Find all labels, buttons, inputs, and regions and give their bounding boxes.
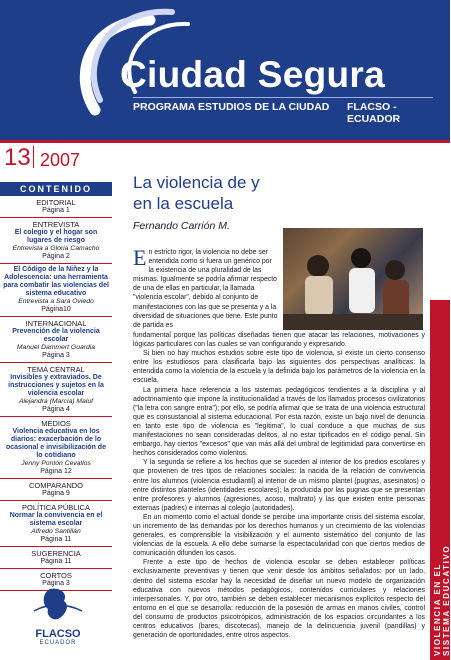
article-photo — [283, 228, 423, 330]
toc-category: ENTREVISTA — [32, 220, 80, 229]
program-name: PROGRAMA ESTUDIOS DE LA CIUDAD — [133, 101, 330, 113]
toc-category: EDITORIAL — [36, 198, 76, 207]
logo-name: FLACSO — [35, 628, 81, 640]
institution-name: FLACSO - ECUADOR — [347, 101, 401, 125]
toc-author: Entrevista a Gloria Camacho — [12, 245, 100, 252]
brand-title: Ciudad Segura — [120, 54, 385, 95]
toc-entry[interactable] — [0, 196, 112, 218]
toc-page: Página10 — [41, 306, 71, 313]
students-photo-icon — [283, 228, 423, 330]
toc-entry[interactable] — [0, 479, 112, 501]
section-band-line-1: VIOLENCIA EN EL — [433, 562, 442, 656]
toc-page: Página 3 — [42, 580, 70, 587]
toc-category: INTERNACIONAL — [25, 319, 87, 328]
intro-continuation: fundamental porque las políticas diseñadas tienen que atacar las relaciones, motivaciones y lógicas particulares con las cuales se van configurando y expresando. — [133, 332, 425, 349]
toc-heading: CONTENIDO — [0, 182, 112, 196]
drop-cap: E — [133, 245, 147, 270]
toc-author: Manuel Dammert Guardia — [16, 344, 96, 351]
section-band-line-2: SISTEMA EDUCATIVO — [442, 544, 451, 656]
toc-page: Página 4 — [42, 406, 70, 413]
issue-year: 2007 — [40, 150, 81, 170]
section-band — [430, 300, 450, 660]
masthead — [0, 0, 450, 140]
toc-title: Invisibles y extraviados. De instrucciones y sujetos en la violencia escolar — [8, 374, 104, 397]
toc-list — [0, 196, 112, 591]
toc-title: El Código de la Niñez y la Adolescencia: una herramienta para combatir las violencias del sistema educativo — [3, 266, 109, 297]
toc-entry[interactable] — [0, 547, 112, 569]
article-paragraph: En un momento como el actual donde se percibe una importante crisis del sistema escolar, un incremento de las demandas por los derechos humanos y un crecimiento de las violencias generales, es comprensible la visibilización y el aumento sistemático del conjunto de las violencias de la escuela. A ello debe sumarse la espectacularidad con que ciertos medios de comunicación difunden los casos. — [133, 513, 425, 558]
toc-category: SUGERENCIA — [31, 549, 81, 558]
toc-author: Jenny Pontón Cevallos — [21, 460, 91, 467]
toc-category: COMPARANDO — [28, 481, 84, 490]
toc-page: Página 3 — [42, 352, 70, 359]
issue-number: 13 — [4, 144, 31, 171]
article-paragraph: Si bien no hay muchos estudios sobre este tipo de violencia, sí existe un cierto consenso entre los estudiosos para clasificarla bajo las siguientes dos perspectivas analíticas: la entendida como la violencia de la escuela y la definida bajo los parámetros de la violencia en la escuela. — [133, 350, 425, 385]
toc-entry[interactable] — [0, 264, 112, 317]
toc-page: Página 11 — [40, 558, 72, 565]
table-of-contents — [0, 182, 112, 591]
toc-page: Página 2 — [42, 253, 70, 260]
toc-entry[interactable] — [0, 218, 112, 264]
article-paragraphs — [133, 349, 425, 640]
article-paragraph: La primera hace referencia a los sistemas pedagógicos tendientes a la disciplina y al adoctrinamiento que impone la institucionalidad a través de los llamados procesos civilizatorios ("la letra con sangre entra"); por ello, se podría afirmar que se trata de una violencia estructural que es consustancial al sistema educacional. Por esta razón, existe un bajo nivel de denuncia en tanto este tipo de violencia es "legítima", lo cual conduce a que muchas de sus manifestaciones no sean consideradas delitos, al no estar tipificados en el código penal. Sin embargo, hay ciertos "excesos" que van más allá del umbral de legitimidad para convertirse en hechos considerados como violentos. — [133, 386, 425, 458]
article-paragraph: Y la segunda se refiere a los hechos que se suceden al interior de los predios escolares y que provienen de tres tipos de relaciones sociales: la nacida de la relación de convivencia entre los alumnos (violencia estudiantil) al interior de un mismo plantel (pugnas, asesinatos) o entre distintos planteles (identidades escolares); la producida por las pugnas que se presentan entre profesores y alumnos (agresiones, acoso, maltrato) y las que existen entre personas externas (padres) e internas al colegio (autoridades). — [133, 459, 425, 512]
intro-text: n estricto rigor, la violencia no debe ser entendida como si fuera un genérico por la existencia de una pluralidad de las mismas. Igualmente se podría afirmar respecto de una de ellas en particular, la llamada "violencia escolar", debido al conjunto de manifestaciones con las que se presenta y a la diversidad de situaciones que tiene. Este punto de partida es — [133, 249, 278, 329]
toc-category: TEMA CENTRAL — [27, 365, 85, 374]
toc-title: Violencia educativa en los diarios: exacerbación de lo ocasional e invisibilización de lo cotidiano — [6, 428, 106, 459]
toc-page: Página 1 — [42, 207, 70, 214]
header-divider — [133, 97, 433, 98]
toc-category: CORTOS — [40, 571, 72, 580]
toc-author: Entrevista a Sara Oviedo — [18, 298, 94, 305]
toc-entry[interactable] — [0, 501, 112, 547]
toc-title: Prevención de la violencia escolar — [12, 328, 100, 343]
toc-page: Página 9 — [42, 490, 70, 497]
article-intro — [133, 245, 279, 330]
toc-entry[interactable] — [0, 317, 112, 363]
flacso-logo — [28, 585, 88, 646]
toc-author: Alejandra (Marcia) Maluf — [18, 398, 94, 405]
article-author: Fernando Carrión M. — [133, 220, 230, 232]
toc-title: Normar la convivencia en el sistema escolar — [9, 512, 103, 527]
article-body — [133, 331, 425, 640]
toc-category: POLÍTICA PÚBLICA — [22, 503, 90, 512]
toc-entry[interactable] — [0, 363, 112, 417]
issue-separator — [33, 146, 34, 168]
map-emblem-icon — [30, 585, 86, 623]
toc-title: El colegio y el hogar son lugares de riesgo — [14, 229, 98, 244]
toc-entry[interactable] — [0, 417, 112, 479]
section-band-text — [433, 545, 451, 656]
toc-category: MEDIOS — [41, 419, 71, 428]
toc-page: Página 12 — [40, 468, 72, 475]
toc-page: Página 11 — [40, 536, 72, 543]
article-paragraph: Frente a este tipo de hechos de violencia escolar se deben establecer políticas exclusivamente preventivas y tienen que venir desde los ámbitos señalados: por un lado, dentro del sistema escolar hay la necesidad de diseñar un nuevo modelo de organización educativa con nuevos métodos pedagógicos, contenidos curriculares y relaciones interpersonales. Y, por otro, también se deben establecer mecanismos explícitos respecto del entorno en el que se desarrolla: reducción de la posesión de armas en manos civiles, control del consumo de productos psicotrópicos, administración de los espacios circundantes a los centros educativos (bares, discotecas), manejo de la delincuencia juvenil (pandillas) y generación de oportunidades, entre otros aspectos. — [133, 559, 425, 640]
article-title: La violencia de y en la escuela — [133, 173, 260, 213]
toc-author: Alfredo Santillán — [31, 528, 81, 535]
logo-country: ECUADOR — [39, 640, 77, 646]
